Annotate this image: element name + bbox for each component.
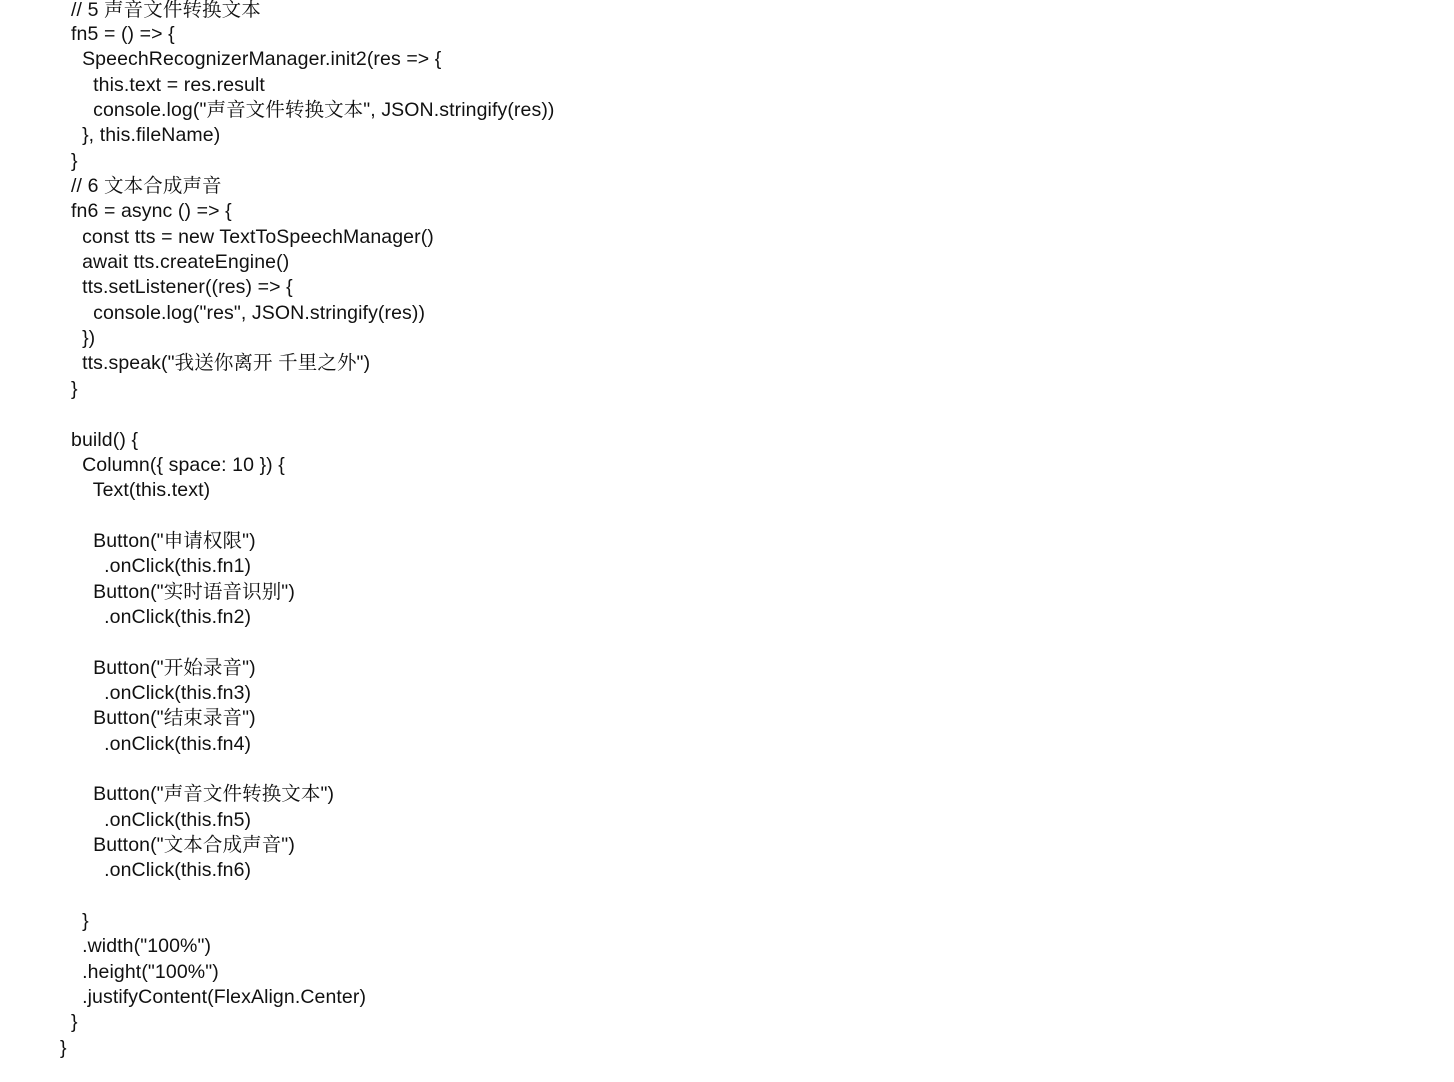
code-line: .height("100%") — [60, 960, 219, 983]
code-line: tts.setListener((res) => { — [60, 276, 293, 299]
code-line: Text(this.text) — [60, 479, 211, 502]
code-line: await tts.createEngine() — [60, 251, 290, 274]
code-line: .onClick(this.fn1) — [60, 555, 252, 578]
code-line: .onClick(this.fn3) — [60, 681, 252, 704]
code-line: fn5 = () => { — [60, 23, 175, 45]
code-line: const tts = new TextToSpeechManager() — [60, 225, 434, 248]
code-line — [0, 630, 1454, 655]
code-line: .onClick(this.fn5) — [60, 808, 252, 831]
code-line: Button("文本合成声音") — [60, 834, 295, 856]
code-line: SpeechRecognizerManager.init2(res => { — [60, 48, 442, 71]
code-line: Column({ space: 10 }) { — [60, 453, 285, 476]
code-line: } — [60, 377, 78, 400]
code-line: tts.speak("我送你离开 千里之外") — [60, 352, 371, 375]
code-line: // 6 文本合成声音 — [60, 175, 222, 198]
code-line: } — [60, 910, 89, 933]
code-line: .onClick(this.fn4) — [60, 732, 252, 755]
code-line — [0, 504, 1454, 529]
code-line: }, this.fileName) — [60, 124, 221, 147]
code-line: } — [60, 1011, 78, 1034]
code-line: } — [60, 1036, 67, 1059]
code-line — [0, 757, 1454, 782]
code-line: Button("声音文件转换文本") — [60, 783, 335, 806]
code-line: } — [60, 149, 78, 172]
code-line: }) — [60, 327, 96, 350]
code-line: Button("申请权限") — [60, 529, 256, 552]
code-line: build() { — [60, 428, 139, 451]
code-line: Button("结束录音") — [60, 707, 256, 730]
code-line: this.text = res.result — [60, 73, 265, 96]
code-line: .width("100%") — [60, 935, 212, 958]
code-line: // 5 声音文件转换文本 — [60, 0, 261, 21]
code-line — [0, 884, 1454, 909]
code-line: Button("实时语音识别") — [60, 580, 295, 603]
code-line: fn6 = async () => { — [60, 200, 232, 223]
code-line: .justifyContent(FlexAlign.Center) — [60, 986, 367, 1009]
code-line: console.log("res", JSON.stringify(res)) — [60, 301, 426, 324]
code-line: .onClick(this.fn2) — [60, 605, 252, 628]
code-line: Button("开始录音") — [60, 656, 256, 679]
code-line: console.log("声音文件转换文本", JSON.stringify(res)) — [60, 99, 555, 122]
code-line: .onClick(this.fn6) — [60, 859, 252, 882]
code-line — [0, 402, 1454, 427]
